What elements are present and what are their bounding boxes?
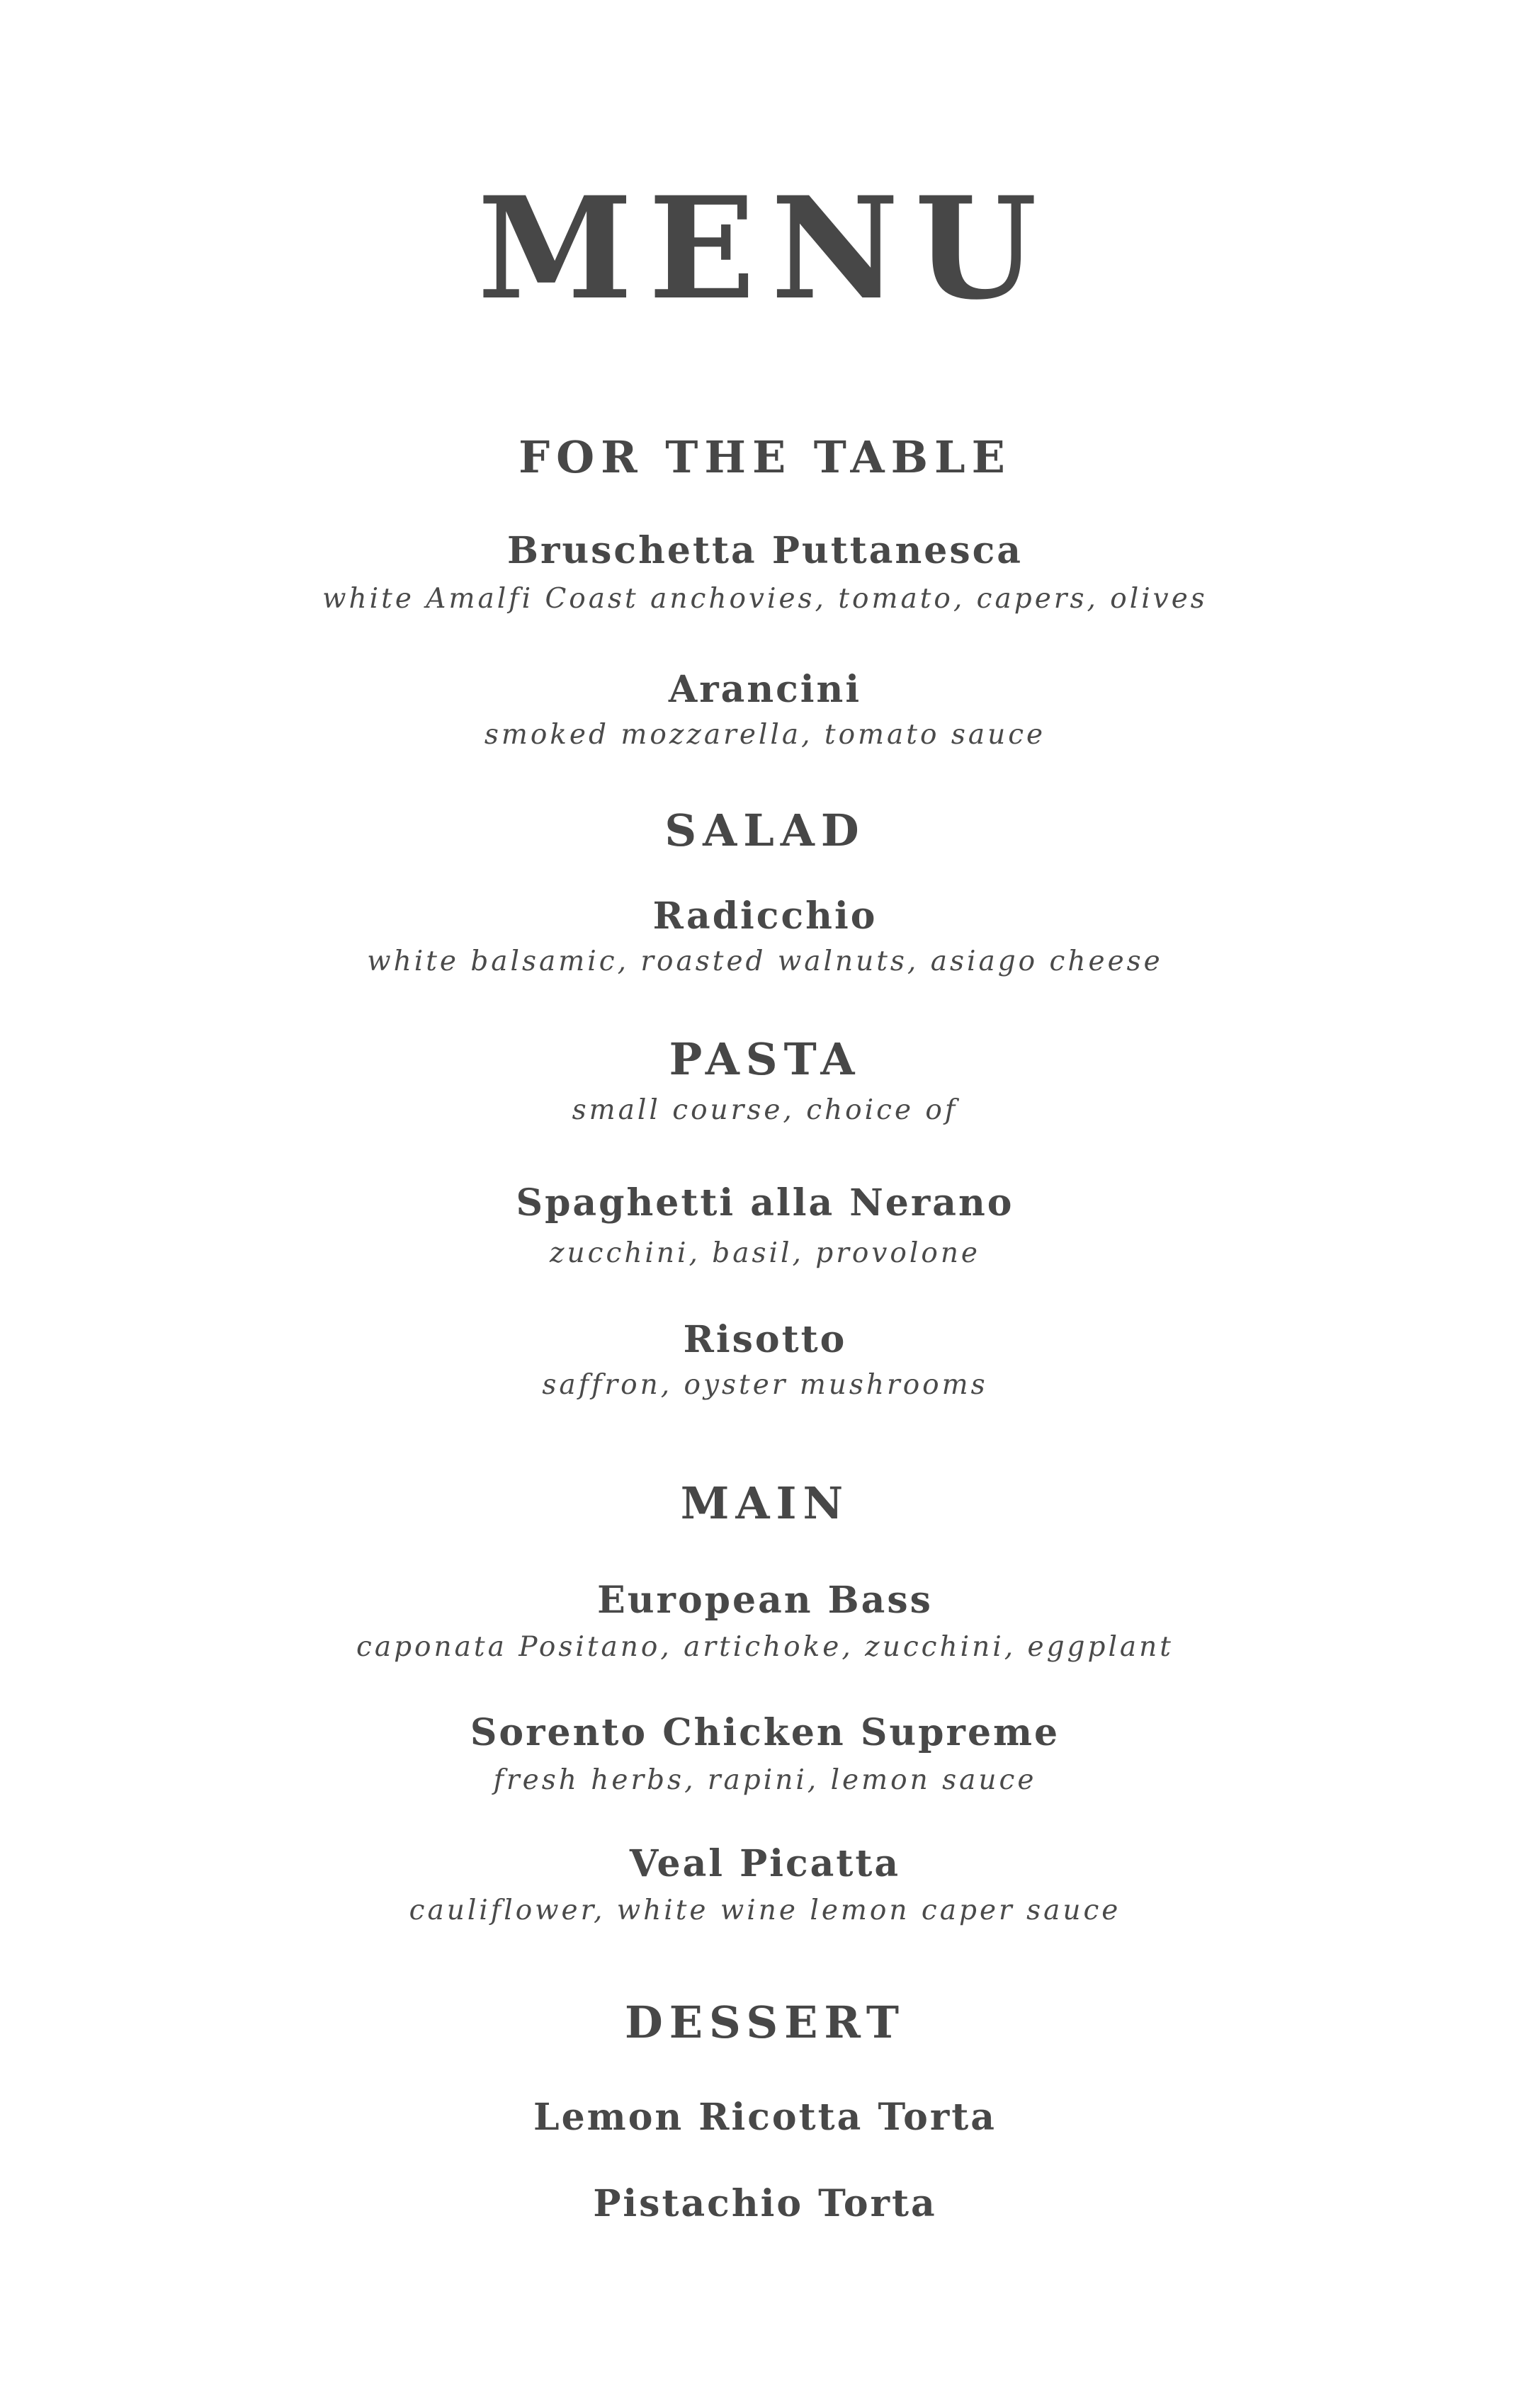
dish-description-sorento-chicken-supreme: fresh herbs, rapini, lemon sauce [493,1764,1037,1796]
dish-description-european-bass: caponata Positano, artichoke, zucchini, eggplant [356,1631,1174,1663]
dish-description-radicchio: white balsamic, roasted walnuts, asiago cheese [367,945,1163,977]
section-heading-main: MAIN [680,1477,850,1529]
dish-name-veal-picatta: Veal Picatta [629,1842,901,1885]
dish-name-arancini: Arancini [668,668,862,711]
dish-name-sorento-chicken-supreme: Sorento Chicken Supreme [470,1711,1060,1754]
section-note-pasta: small course, choice of [572,1094,958,1126]
menu-title: MENU [477,166,1053,331]
dish-description-risotto: saffron, oyster mushrooms [542,1369,988,1401]
section-heading-dessert: DESSERT [624,1997,906,2048]
section-heading-pasta: PASTA [669,1033,861,1085]
dish-name-risotto: Risotto [683,1318,847,1361]
dish-name-european-bass: European Bass [597,1579,933,1622]
dish-description-veal-picatta: cauliflower, white wine lemon caper sauce [409,1895,1121,1926]
dish-name-lemon-ricotta-torta: Lemon Ricotta Torta [533,2096,997,2139]
dish-name-radicchio: Radicchio [652,895,878,938]
dish-name-pistachio-torta: Pistachio Torta [593,2182,937,2225]
section-heading-salad: SALAD [664,805,866,856]
dish-description-bruschetta-puttanesca: white Amalfi Coast anchovies, tomato, capers, olives [322,583,1208,615]
dish-name-spaghetti-alla-nerano: Spaghetti alla Nerano [516,1181,1014,1225]
dish-description-arancini: smoked mozzarella, tomato sauce [484,719,1046,751]
section-heading-for-the-table: FOR THE TABLE [518,431,1012,483]
dish-description-spaghetti-alla-nerano: zucchini, basil, provolone [549,1237,981,1269]
dish-name-bruschetta-puttanesca: Bruschetta Puttanesca [507,529,1023,572]
